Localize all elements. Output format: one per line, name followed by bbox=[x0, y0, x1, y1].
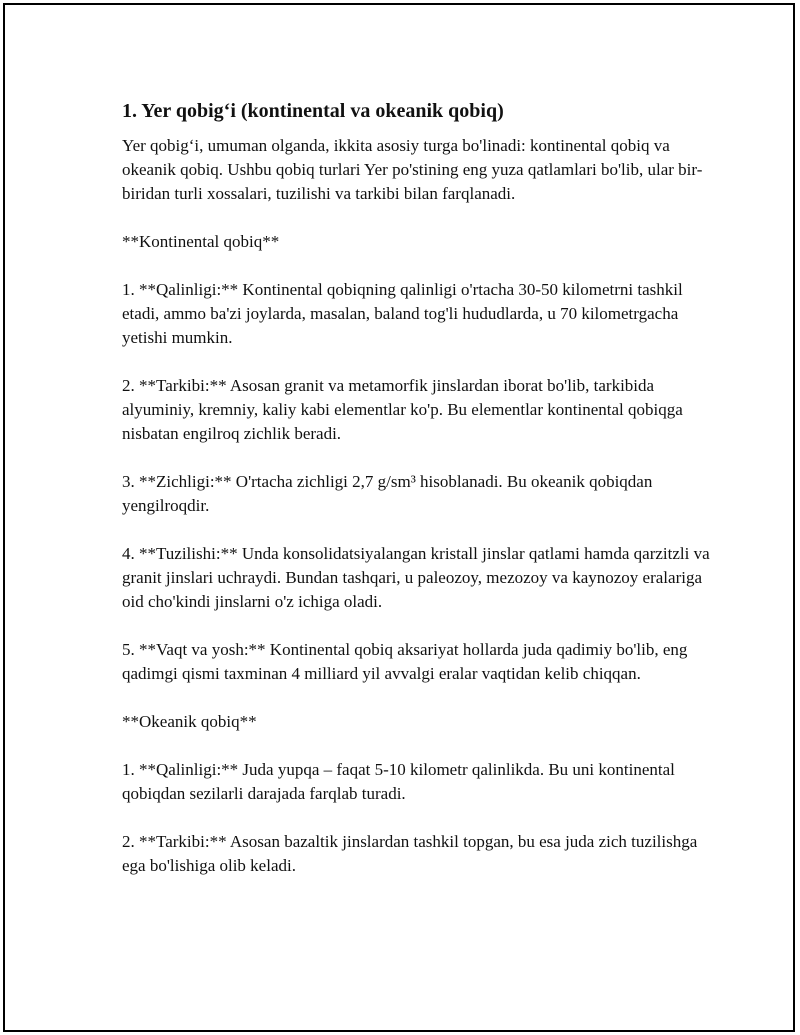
paragraph-oceanic-thickness: 1. **Qalinligi:** Juda yupqa – faqat 5-10 kilometr qalinlikda. Bu uni kontinental qobiqdan sezilarli darajada farqlab turadi. bbox=[122, 760, 675, 803]
paragraph-oceanic-composition: 2. **Tarkibi:** Asosan bazaltik jinslardan tashkil topgan, bu esa juda zich tuzilishga ega bo'lishiga olib keladi. bbox=[122, 832, 698, 875]
paragraph-continental-age: 5. **Vaqt va yosh:** Kontinental qobiq aksariyat hollarda juda qadimiy bo'lib, eng qadimgi qismi taxminan 4 milliard yil avvalgi eralar vaqtidan kelib chiqqan. bbox=[122, 640, 688, 683]
paragraph-continental-structure: 4. **Tuzilishi:** Unda konsolidatsiyalangan kristall jinslar qatlami hamda qarzitzli va granit jinslari uchraydi. Bundan tashqari, u paleozoy, mezozoy va kaynozoy eralariga oid cho'kindi jinslarni o'z ichiga oladi. bbox=[122, 544, 710, 611]
paragraph-intro: Yer qobig‘i, umuman olganda, ikkita asosiy turga bo'linadi: kontinental qobiq va okeanik qobiq. Ushbu qobiq turlari Yer po'stining eng yuza qatlamlari bo'lib, ular bir-biridan turli xossalari, tuzilishi va tarkibi bilan farqlanadi. bbox=[122, 136, 703, 203]
document-title: 1. Yer qobig‘i (kontinental va okeanik qobiq) bbox=[122, 100, 504, 122]
paragraph-continental-composition: 2. **Tarkibi:** Asosan granit va metamorfik jinslardan iborat bo'lib, tarkibida alyuminiy, kremniy, kaliy kabi elementlar ko'p. Bu elementlar kontinental qobiqga nisbatan engilroq zichlik beradi. bbox=[122, 376, 683, 443]
section-heading-continental: **Kontinental qobiq** bbox=[122, 232, 280, 251]
section-heading-oceanic: **Okeanik qobiq** bbox=[122, 712, 257, 731]
document-body bbox=[122, 97, 722, 878]
paragraph-continental-density: 3. **Zichligi:** O'rtacha zichligi 2,7 g/sm³ hisoblanadi. Bu okeanik qobiqdan yengilroqdir. bbox=[122, 472, 653, 515]
page-frame bbox=[3, 3, 795, 1032]
paragraph-continental-thickness: 1. **Qalinligi:** Kontinental qobiqning qalinligi o'rtacha 30-50 kilometrni tashkil etadi, ammo ba'zi joylarda, masalan, baland tog'li hududlarda, u 70 kilometrgacha yetishi mumkin. bbox=[122, 280, 683, 347]
